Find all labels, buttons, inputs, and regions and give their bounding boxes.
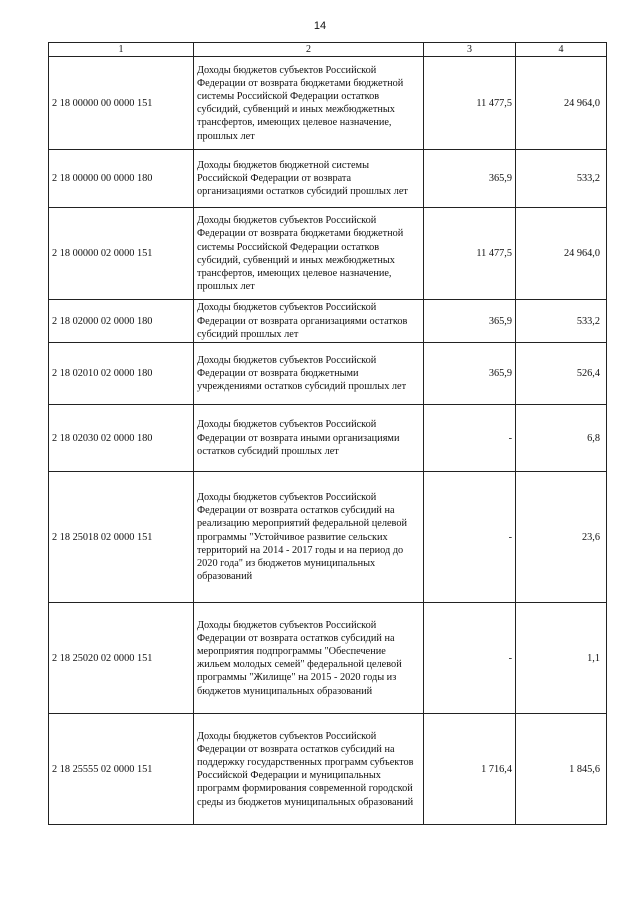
revenue-name: Доходы бюджетов субъектов Российской Федерации от возврата остатков субсидий на мероприятия подпрограммы "Обеспечение жильем молодых семей" федеральной целевой программы "Жилище" на 2015 - 2020 годы из бюджетов муниципальных образований [194,603,424,714]
table-row [49,472,607,603]
revenue-name: Доходы бюджетов субъектов Российской Федерации от возврата бюджетами бюджетной системы Российской Федерации остатков субсидий, субвенций и иных межбюджетных трансфертов, имеющих целевое назначение, прошлых лет [194,208,424,300]
table-row [49,300,607,343]
amount-col3: 365,9 [424,300,516,343]
amount-col3: 11 477,5 [424,57,516,150]
budget-code: 2 18 00000 02 0000 151 [49,208,194,300]
table-header-row [49,43,607,57]
table-row [49,603,607,714]
revenue-name: Доходы бюджетов субъектов Российской Федерации от возврата бюджетными учреждениями остатков субсидий прошлых лет [194,343,424,405]
amount-col4: 1 845,6 [516,714,607,825]
budget-code: 2 18 25020 02 0000 151 [49,603,194,714]
amount-col3: 365,9 [424,150,516,208]
amount-col4: 24 964,0 [516,208,607,300]
table-row [49,405,607,472]
amount-col4: 23,6 [516,472,607,603]
table-row [49,343,607,405]
amount-col3: - [424,603,516,714]
column-header-1: 1 [49,43,194,57]
revenue-name: Доходы бюджетов субъектов Российской Федерации от возврата остатков субсидий на поддержку государственных программ субъектов Российской Федерации и муниципальных программ формирования современной городской среды из бюджетов муниципальных образований [194,714,424,825]
revenue-name: Доходы бюджетов субъектов Российской Федерации от возврата организациями остатков субсидий прошлых лет [194,300,424,343]
amount-col4: 526,4 [516,343,607,405]
amount-col4: 6,8 [516,405,607,472]
amount-col4: 24 964,0 [516,57,607,150]
amount-col3: 365,9 [424,343,516,405]
budget-code: 2 18 02010 02 0000 180 [49,343,194,405]
column-header-3: 3 [424,43,516,57]
amount-col4: 533,2 [516,300,607,343]
table-row [49,208,607,300]
table-row [49,57,607,150]
amount-col3: 1 716,4 [424,714,516,825]
amount-col4: 1,1 [516,603,607,714]
revenue-name: Доходы бюджетов субъектов Российской Федерации от возврата остатков субсидий на реализацию мероприятий федеральной целевой программы "Устойчивое развитие сельских территорий на 2014 - 2017 годы и на период до 2020 года" из бюджетов муниципальных образований [194,472,424,603]
budget-code: 2 18 00000 00 0000 151 [49,57,194,150]
table-row [49,150,607,208]
amount-col3: - [424,405,516,472]
column-header-4: 4 [516,43,607,57]
page-number: 14 [313,20,327,32]
budget-code: 2 18 25555 02 0000 151 [49,714,194,825]
revenue-name: Доходы бюджетов субъектов Российской Федерации от возврата иными организациями остатков субсидий прошлых лет [194,405,424,472]
column-header-2: 2 [194,43,424,57]
budget-code: 2 18 25018 02 0000 151 [49,472,194,603]
budget-code: 2 18 02000 02 0000 180 [49,300,194,343]
budget-code: 2 18 00000 00 0000 180 [49,150,194,208]
budget-code: 2 18 02030 02 0000 180 [49,405,194,472]
revenue-name: Доходы бюджетов субъектов Российской Федерации от возврата бюджетами бюджетной системы Российской Федерации остатков субсидий, субвенций и иных межбюджетных трансфертов, имеющих целевое назначение, прошлых лет [194,57,424,150]
amount-col3: - [424,472,516,603]
revenue-name: Доходы бюджетов бюджетной системы Российской Федерации от возврата организациями остатков субсидий прошлых лет [194,150,424,208]
budget-revenue-table [48,42,607,825]
table-row [49,714,607,825]
amount-col4: 533,2 [516,150,607,208]
amount-col3: 11 477,5 [424,208,516,300]
